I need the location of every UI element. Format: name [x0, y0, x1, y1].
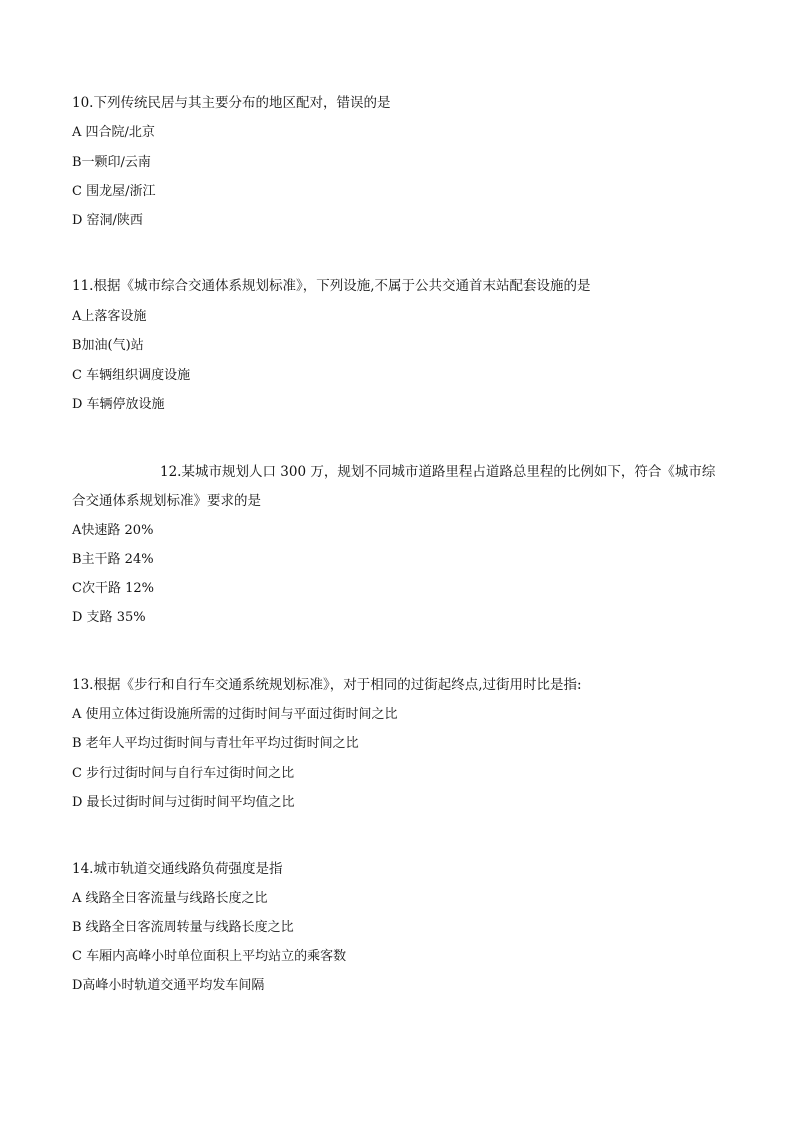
question-13-stem: 13.根据《步行和自行车交通系统规划标准》，对于相同的过街起终点,过街用时比是指:: [72, 677, 582, 693]
question-14-stem: 14.城市轨道交通线路负荷强度是指: [72, 861, 283, 877]
question-12-stem-line-1: 12.某城市规划人口 300 万，规划不同城市道路里程占道路总里程的比例如下，符合《城市综: [160, 464, 716, 480]
question-11-option-b: B加油(气)站: [72, 338, 144, 353]
question-12-stem-line-2: 合交通体系规划标准》要求的是: [72, 493, 261, 509]
question-14-option-c: C 车厢内高峰小时单位面积上平均站立的乘客数: [72, 949, 347, 964]
question-13-option-d: D 最长过街时间与过街时间平均值之比: [72, 795, 295, 810]
question-12-option-b: B主干路 24%: [72, 552, 154, 567]
question-11-option-d: D 车辆停放设施: [72, 397, 165, 412]
question-11-option-a: A上落客设施: [72, 309, 147, 324]
question-12-option-a: A快速路 20%: [72, 523, 154, 538]
question-13-option-b: B 老年人平均过街时间与青壮年平均过街时间之比: [72, 736, 359, 751]
question-13-option-c: C 步行过街时间与自行车过街时间之比: [72, 766, 295, 781]
question-12-option-c: C次干路 12%: [72, 581, 154, 596]
question-10-stem: 10.下列传统民居与其主要分布的地区配对，错误的是: [72, 95, 391, 111]
question-11-option-c: C 车辆组织调度设施: [72, 368, 191, 383]
question-14-option-b: B 线路全日客流周转量与线路长度之比: [72, 920, 294, 935]
question-10-option-c: C 围龙屋/浙江: [72, 184, 156, 199]
question-12-option-d: D 支路 35%: [72, 610, 146, 625]
question-14-option-d: D高峰小时轨道交通平均发车间隔: [72, 978, 265, 993]
question-14-option-a: A 线路全日客流量与线路长度之比: [72, 891, 268, 906]
question-10-option-a: A 四合院/北京: [72, 125, 155, 140]
question-10-option-b: B一颗印/云南: [72, 155, 151, 170]
question-11-stem: 11.根据《城市综合交通体系规划标准》，下列设施,不属于公共交通首末站配套设施的是: [72, 278, 591, 294]
question-13-option-a: A 使用立体过街设施所需的过街时间与平面过街时间之比: [72, 707, 398, 722]
question-10-option-d: D 窑洞/陕西: [72, 213, 143, 228]
